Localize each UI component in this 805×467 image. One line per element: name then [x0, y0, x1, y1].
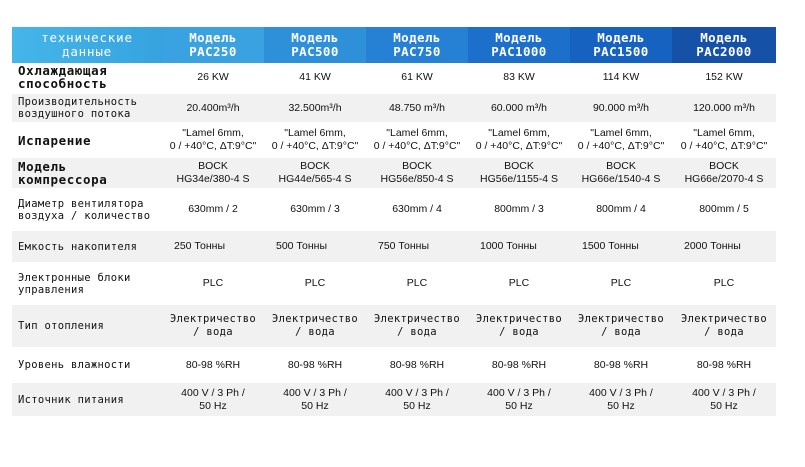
header-model-code: PAC500	[291, 44, 339, 59]
value-cell	[366, 63, 468, 94]
header-label-cell	[12, 27, 162, 63]
row-label-line: Емкость накопителя	[18, 240, 138, 253]
value-line: 114 KW	[602, 70, 640, 83]
value-cell	[672, 158, 776, 191]
header-model-pac2000	[672, 27, 776, 63]
header-model-code: PAC1000	[491, 44, 547, 59]
value-line: 0 / +40°C, ΔT:9°C"	[169, 140, 257, 152]
row-label	[12, 94, 162, 125]
value-line: "Lamel 6mm,	[590, 127, 652, 139]
row-label	[12, 383, 162, 419]
row-label-line: управления	[18, 283, 85, 296]
row-label	[12, 125, 162, 158]
value-cell	[162, 191, 264, 231]
value-line: "Lamel 6mm,	[386, 127, 448, 139]
spec-row	[12, 94, 776, 125]
value-line: 500 Тонны	[276, 240, 328, 252]
value-cell	[162, 231, 264, 265]
value-line: 120.000 m³/h	[693, 101, 755, 114]
value-cell	[162, 63, 264, 94]
value-line: HG44e/565-4 S	[278, 173, 352, 185]
value-line: 61 KW	[401, 70, 433, 83]
value-cell	[264, 125, 366, 158]
header-row	[12, 27, 776, 63]
value-line: 400 V / 3 Ph /	[181, 386, 245, 399]
row-label-line: Охлаждающая	[18, 63, 108, 78]
value-line: Электричество	[475, 313, 563, 325]
value-line: / вода	[601, 326, 641, 338]
value-line: "Lamel 6mm,	[693, 127, 755, 139]
value-line: PLC	[713, 277, 735, 289]
value-line: / вода	[397, 326, 437, 338]
value-line: 250 Тонны	[174, 240, 226, 252]
value-cell	[570, 191, 672, 231]
value-line: 26 KW	[197, 70, 229, 83]
value-line: 80-98 %RH	[185, 358, 241, 371]
value-cell	[672, 191, 776, 231]
value-cell	[162, 383, 264, 419]
value-line: HG56e/850-4 S	[380, 173, 454, 185]
header-model-code: PAC2000	[696, 44, 752, 59]
value-line: 48.750 m³/h	[388, 101, 446, 114]
row-label	[12, 63, 162, 94]
value-line: Электричество	[169, 313, 257, 325]
value-line: "Lamel 6mm,	[488, 127, 550, 139]
spec-table	[12, 27, 776, 419]
value-line: 800mm / 5	[699, 203, 749, 215]
spec-row	[12, 350, 776, 383]
row-label	[12, 305, 162, 350]
value-cell	[570, 231, 672, 265]
value-line: / вода	[499, 326, 539, 338]
value-line: 80-98 %RH	[593, 358, 649, 371]
value-line: / вода	[704, 326, 744, 338]
value-cell	[264, 94, 366, 125]
header-label-line: технические	[41, 30, 133, 45]
value-line: BOCK	[300, 160, 330, 172]
value-line: 0 / +40°C, ΔT:9°C"	[475, 140, 563, 152]
value-line: "Lamel 6mm,	[284, 127, 346, 139]
value-line: 2000 Тонны	[684, 240, 741, 252]
value-cell	[570, 305, 672, 350]
value-cell	[264, 191, 366, 231]
value-line: 50 Hz	[607, 399, 635, 412]
value-line: 80-98 %RH	[287, 358, 343, 371]
value-cell	[264, 305, 366, 350]
value-cell	[570, 383, 672, 419]
value-cell	[672, 125, 776, 158]
row-label-line: Электронные блоки	[18, 271, 131, 284]
value-cell	[672, 383, 776, 419]
value-cell	[264, 231, 366, 265]
value-cell	[264, 383, 366, 419]
value-cell	[468, 305, 570, 350]
row-label-line: Диаметр вентилятора	[18, 197, 144, 210]
value-line: 20.400m³/h	[186, 101, 240, 114]
value-line: 0 / +40°C, ΔT:9°C"	[680, 140, 768, 152]
value-line: 800mm / 3	[494, 203, 544, 215]
value-line: / вода	[193, 326, 233, 338]
spec-row	[12, 158, 776, 191]
value-line: PLC	[202, 277, 224, 289]
spec-body	[12, 63, 776, 419]
value-cell	[468, 63, 570, 94]
row-label	[12, 191, 162, 231]
value-line: Электричество	[577, 313, 665, 325]
row-label-line: Производительность	[18, 96, 138, 108]
value-cell	[672, 265, 776, 305]
value-line: PLC	[508, 277, 530, 289]
value-line: 50 Hz	[301, 399, 329, 412]
value-line: 32.500m³/h	[288, 101, 342, 114]
row-label	[12, 158, 162, 191]
value-line: BOCK	[606, 160, 636, 172]
header-model-code: PAC1500	[593, 44, 649, 59]
value-line: 630mm / 4	[392, 203, 442, 215]
value-line: 80-98 %RH	[389, 358, 445, 371]
header-model-word: Модель	[495, 30, 543, 45]
value-cell	[468, 231, 570, 265]
value-line: 90.000 m³/h	[592, 101, 650, 114]
header-model-code: PAC250	[189, 44, 237, 59]
value-line: / вода	[295, 326, 335, 338]
value-line: 0 / +40°C, ΔT:9°C"	[577, 140, 665, 152]
spec-row	[12, 231, 776, 265]
spec-row	[12, 305, 776, 350]
value-line: 50 Hz	[710, 399, 738, 412]
row-label	[12, 350, 162, 383]
value-line: Электричество	[373, 313, 461, 325]
header-model-pac250	[162, 27, 264, 63]
row-label-line: Испарение	[18, 132, 92, 148]
value-line: BOCK	[709, 160, 739, 172]
value-line: PLC	[610, 277, 632, 289]
header-label-line: данные	[62, 44, 112, 59]
header-model-word: Модель	[597, 30, 645, 45]
header-model-pac750	[366, 27, 468, 63]
value-line: 80-98 %RH	[696, 358, 752, 371]
value-cell	[366, 158, 468, 191]
value-line: PLC	[304, 277, 326, 289]
value-cell	[162, 265, 264, 305]
value-line: HG56e/1155-4 S	[479, 173, 559, 185]
header-model-pac500	[264, 27, 366, 63]
value-cell	[468, 265, 570, 305]
row-label-line: Модель	[18, 159, 67, 174]
value-line: HG66e/1540-4 S	[581, 173, 661, 185]
value-line: 400 V / 3 Ph /	[589, 386, 653, 399]
value-cell	[468, 383, 570, 419]
value-cell	[162, 305, 264, 350]
value-cell	[264, 63, 366, 94]
value-cell	[570, 94, 672, 125]
value-line: 0 / +40°C, ΔT:9°C"	[373, 140, 461, 152]
spec-row	[12, 265, 776, 305]
value-line: 630mm / 2	[188, 203, 238, 215]
spec-row	[12, 383, 776, 419]
value-line: 400 V / 3 Ph /	[692, 386, 756, 399]
header-model-word: Модель	[700, 30, 748, 45]
value-cell	[162, 158, 264, 191]
value-line: Электричество	[271, 313, 359, 325]
value-cell	[672, 231, 776, 265]
value-line: BOCK	[198, 160, 228, 172]
row-label	[12, 231, 162, 265]
value-cell	[570, 350, 672, 383]
value-cell	[468, 350, 570, 383]
value-line: BOCK	[402, 160, 432, 172]
value-line: Электричество	[680, 313, 768, 325]
value-line: BOCK	[504, 160, 534, 172]
value-cell	[468, 125, 570, 158]
value-cell	[366, 383, 468, 419]
value-cell	[366, 350, 468, 383]
value-line: HG66e/2070-4 S	[684, 173, 764, 185]
header-model-pac1000	[468, 27, 570, 63]
spec-row	[12, 63, 776, 94]
value-line: 630mm / 3	[290, 203, 340, 215]
spec-row	[12, 125, 776, 158]
value-cell	[264, 350, 366, 383]
value-line: 50 Hz	[199, 399, 227, 412]
header-model-word: Модель	[393, 30, 441, 45]
value-line: 750 Тонны	[378, 240, 430, 252]
value-line: 800mm / 4	[596, 203, 646, 215]
value-cell	[162, 125, 264, 158]
value-cell	[570, 63, 672, 94]
row-label-line: воздуха / количество	[18, 209, 151, 222]
value-line: 50 Hz	[505, 399, 533, 412]
value-cell	[366, 125, 468, 158]
value-cell	[264, 265, 366, 305]
value-line: 50 Hz	[403, 399, 431, 412]
value-cell	[570, 265, 672, 305]
value-cell	[162, 94, 264, 125]
value-line: 400 V / 3 Ph /	[283, 386, 347, 399]
header-model-code: PAC750	[393, 44, 441, 59]
value-line: 0 / +40°C, ΔT:9°C"	[271, 140, 359, 152]
row-label-line: Тип отопления	[18, 320, 105, 332]
value-line: 1500 Тонны	[582, 240, 639, 252]
value-line: 400 V / 3 Ph /	[487, 386, 551, 399]
value-cell	[468, 158, 570, 191]
value-line: PLC	[406, 277, 428, 289]
value-cell	[366, 94, 468, 125]
value-cell	[672, 63, 776, 94]
value-cell	[570, 158, 672, 191]
row-label-line: воздушного потока	[18, 108, 131, 120]
header-model-word: Модель	[291, 30, 339, 45]
value-line: 41 KW	[299, 70, 331, 83]
row-label	[12, 265, 162, 305]
value-line: 400 V / 3 Ph /	[385, 386, 449, 399]
value-cell	[366, 191, 468, 231]
value-cell	[366, 231, 468, 265]
value-cell	[468, 94, 570, 125]
value-line: 83 KW	[503, 70, 535, 83]
value-line: 152 KW	[705, 70, 743, 83]
spec-row	[12, 191, 776, 231]
value-line: HG34e/380-4 S	[176, 173, 250, 185]
row-label-line: способность	[18, 76, 108, 91]
value-cell	[672, 305, 776, 350]
value-cell	[672, 94, 776, 125]
value-cell	[366, 265, 468, 305]
row-label-line: Источник питания	[18, 393, 124, 406]
value-line: 1000 Тонны	[480, 240, 537, 252]
row-label-line: Уровень влажности	[18, 359, 131, 371]
header-model-word: Модель	[189, 30, 237, 45]
value-cell	[468, 191, 570, 231]
row-label-line: компрессора	[18, 172, 108, 187]
value-cell	[162, 350, 264, 383]
value-line: "Lamel 6mm,	[182, 127, 244, 139]
value-line: 60.000 m³/h	[490, 101, 548, 114]
value-line: 80-98 %RH	[491, 358, 547, 371]
value-cell	[366, 305, 468, 350]
value-cell	[570, 125, 672, 158]
value-cell	[672, 350, 776, 383]
value-cell	[264, 158, 366, 191]
header-model-pac1500	[570, 27, 672, 63]
